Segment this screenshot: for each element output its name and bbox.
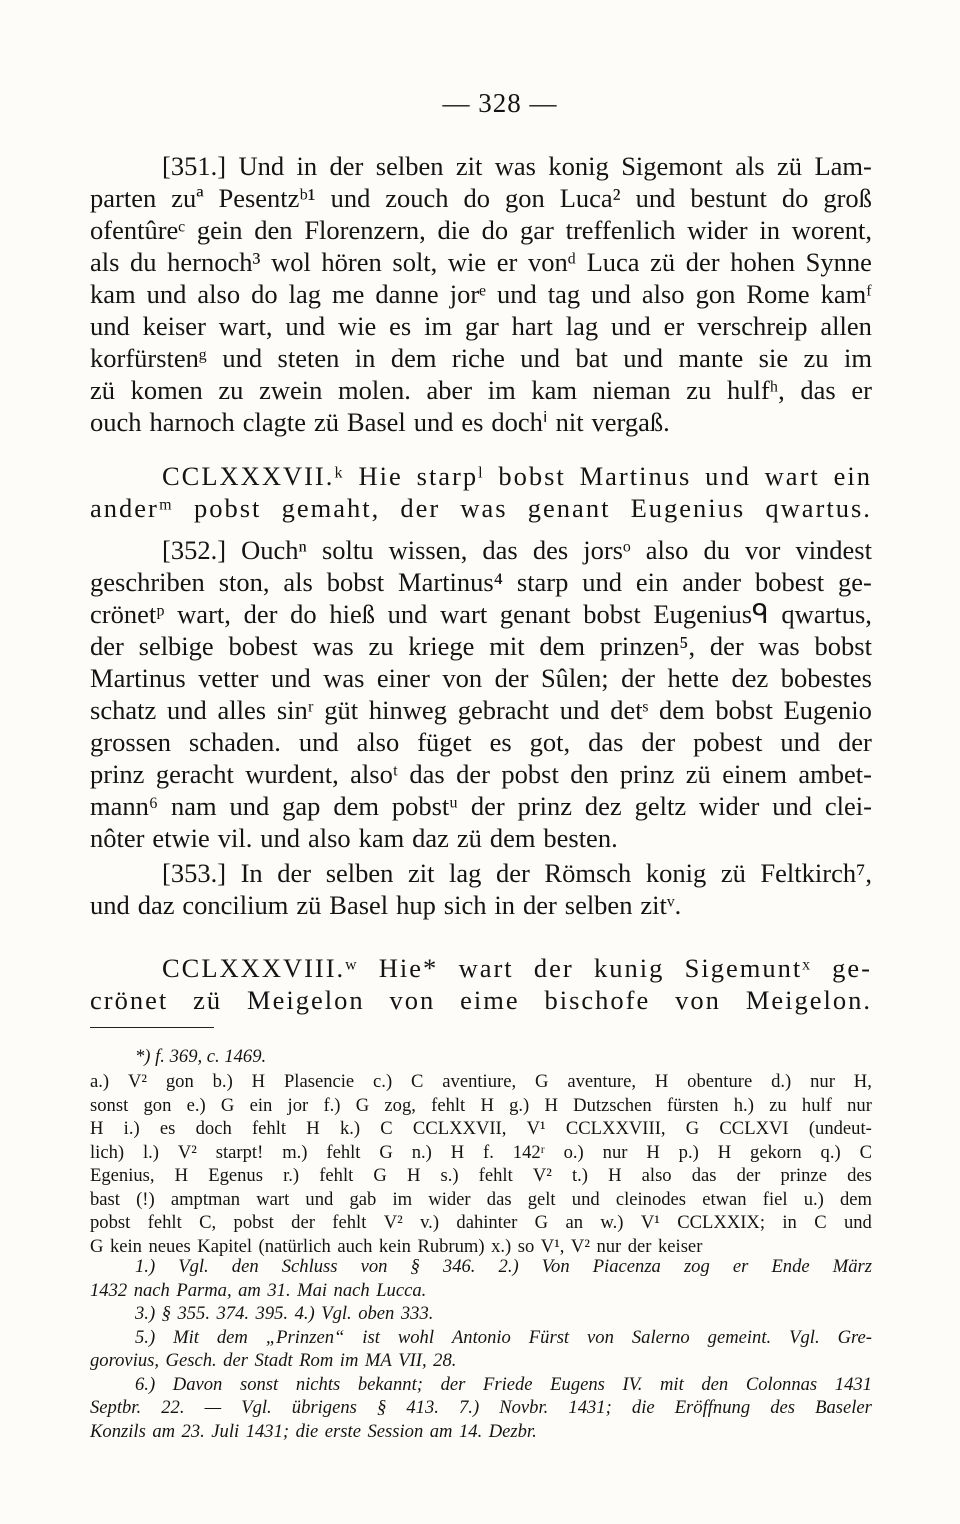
text-line: Egenius, H Egenus r.) fehlt G H s.) fehlt V² t.) H also das der prinze des (90, 1165, 872, 1186)
text-line: crönet zü Meigelon von eime bischofe von Meigelon. (90, 985, 872, 1015)
text-line: grossen schaden. und also füget es got, das der pobest und der (90, 727, 872, 757)
text-line: 1.) Vgl. den Schluss von § 346. 2.) Von Piacenza zog er Ende März (135, 1256, 872, 1277)
text-line: [351.] Und in der selben zit was konig Sigemont als zü Lam- (162, 151, 872, 181)
text-line: ofentûreᶜ gein den Florenzern, die do gar treffenlich wider in worent, (90, 215, 872, 245)
text-line: mann⁶ nam und gap dem pobstᵘ der prinz dez geltz wider und clei- (90, 791, 872, 821)
text-line: schatz und alles sinʳ güt hinweg gebracht und detˢ dem bobst Eugenio (90, 695, 872, 725)
text-line: nôter etwie vil. und also kam daz zü dem besten. (90, 823, 618, 853)
text-line: gorovius, Gesch. der Stadt Rom im MA VII, 28. (90, 1350, 457, 1371)
text-line: anderᵐ pobst gemaht, der was genant Eugenius qwartus. (90, 493, 872, 523)
text-line: lich) l.) V² starpt! m.) fehlt G n.) H f. 142ʳ o.) nur H p.) H gekorn q.) C (90, 1141, 872, 1163)
text-line: Martinus vetter und was einer von der Sûlen; der hette dez bobestes (90, 663, 872, 693)
text-line: 3.) § 355. 374. 395. 4.) Vgl. oben 333. (135, 1303, 434, 1324)
text-line: prinz geracht wurdent, alsoᵗ das der pobst den prinz zü einem ambet- (90, 759, 872, 789)
footnote-star (90, 1045, 872, 1069)
text-line: CCLXXXVIII.ʷ Hie* wart der kunig Sigemuntˣ ge- (162, 953, 872, 983)
text-line: 5.) Mit dem „Prinzen“ ist wohl Antonio Fürst von Salerno gemeint. Vgl. Gre- (135, 1326, 872, 1348)
text-line: CCLXXXVII.ᵏ Hie starpˡ bobst Martinus und wart ein (162, 461, 872, 491)
text-line: kam und also do lag me danne jorᵉ und tag und also gon Rome kamᶠ (90, 279, 872, 309)
chapter-heading-288 (90, 952, 872, 1016)
text-line: crönetᵖ wart, der do hieß und wart genant bobst Eugeniusᑫ qwartus, (90, 599, 872, 629)
text-line: Septbr. 22. — Vgl. übrigens § 413. 7.) Novbr. 1431; die Eröffnung des Baseler (90, 1397, 872, 1418)
text-line: H i.) es doch fehlt H k.) C CCLXXVII, V¹ CCLXXVIII, G CCLXVI (undeut- (90, 1118, 872, 1139)
text-line: korfürstenᵍ und steten in dem riche und bat und mante sie zu im (90, 343, 872, 373)
text-line: Konzils am 23. Juli 1431; die erste Session am 14. Dezbr. (90, 1420, 537, 1442)
historical-notes (90, 1255, 872, 1443)
page-number: — 328 — (442, 88, 558, 118)
text-line: sonst gon e.) G ein jor f.) G zog, fehlt H g.) H Dutzschen fürsten h.) zu hulf nur (90, 1094, 872, 1116)
text-line: bast (!) amptman wart und gab im wider das gelt und cleinodes etwan fiel u.) dem (90, 1188, 872, 1210)
footnote-rule (90, 1027, 214, 1028)
text-line: und keiser wart, und wie es im gar hart lag und er verschreip allen (90, 311, 872, 341)
text-line: 6.) Davon sonst nichts bekannt; der Friede Eugens IV. mit den Colonnas 1431 (135, 1373, 872, 1395)
text-line: [352.] Ouchⁿ soltu wissen, das des jorsᵒ also du vor vindest (162, 535, 872, 565)
text-line: der selbige bobest was zu kriege mit dem prinzen⁵, der was bobst (90, 631, 872, 661)
paragraph-353 (90, 857, 872, 921)
text-line: 1432 nach Parma, am 31. Mai nach Lucca. (90, 1279, 427, 1301)
text-line: geschriben ston, als bobst Martinus⁴ starp und ein ander bobest ge- (90, 567, 872, 597)
text-line: [353.] In der selben zit lag der Römsch konig zü Feltkirch⁷, (162, 858, 872, 888)
paragraph-352 (90, 534, 872, 854)
footnote-line: *) f. 369, c. 1469. (135, 1046, 267, 1067)
text-line: a.) V² gon b.) H Plasencie c.) C aventiure, G aventure, H obenture d.) nur H, (90, 1071, 872, 1092)
text-line: als du hernoch³ wol hören solt, wie er vonᵈ Luca zü der hohen Synne (90, 247, 872, 277)
text-line: und daz concilium zü Basel hup sich in der selben zitᵛ. (90, 890, 682, 920)
text-line: G kein neues Kapitel (natürlich auch kein Rubrum) x.) so V¹, V² nur der keiser (90, 1235, 703, 1257)
text-line: pobst fehlt C, pobst der fehlt V² v.) dahinter G an w.) V¹ CCLXXIX; in C und (90, 1212, 872, 1233)
text-line: zü komen zu zwein molen. aber im kam nieman zu hulfʰ, das er (90, 375, 872, 405)
paragraph-351 (90, 150, 872, 438)
text-line: ouch harnoch clagte zü Basel und es dochⁱ nit vergaß. (90, 407, 670, 437)
text-line: parten zuª Pesentzᵇ¹ und zouch do gon Luca² und bestunt do groß (90, 183, 872, 213)
critical-apparatus (90, 1070, 872, 1258)
chapter-heading-287 (90, 460, 872, 524)
